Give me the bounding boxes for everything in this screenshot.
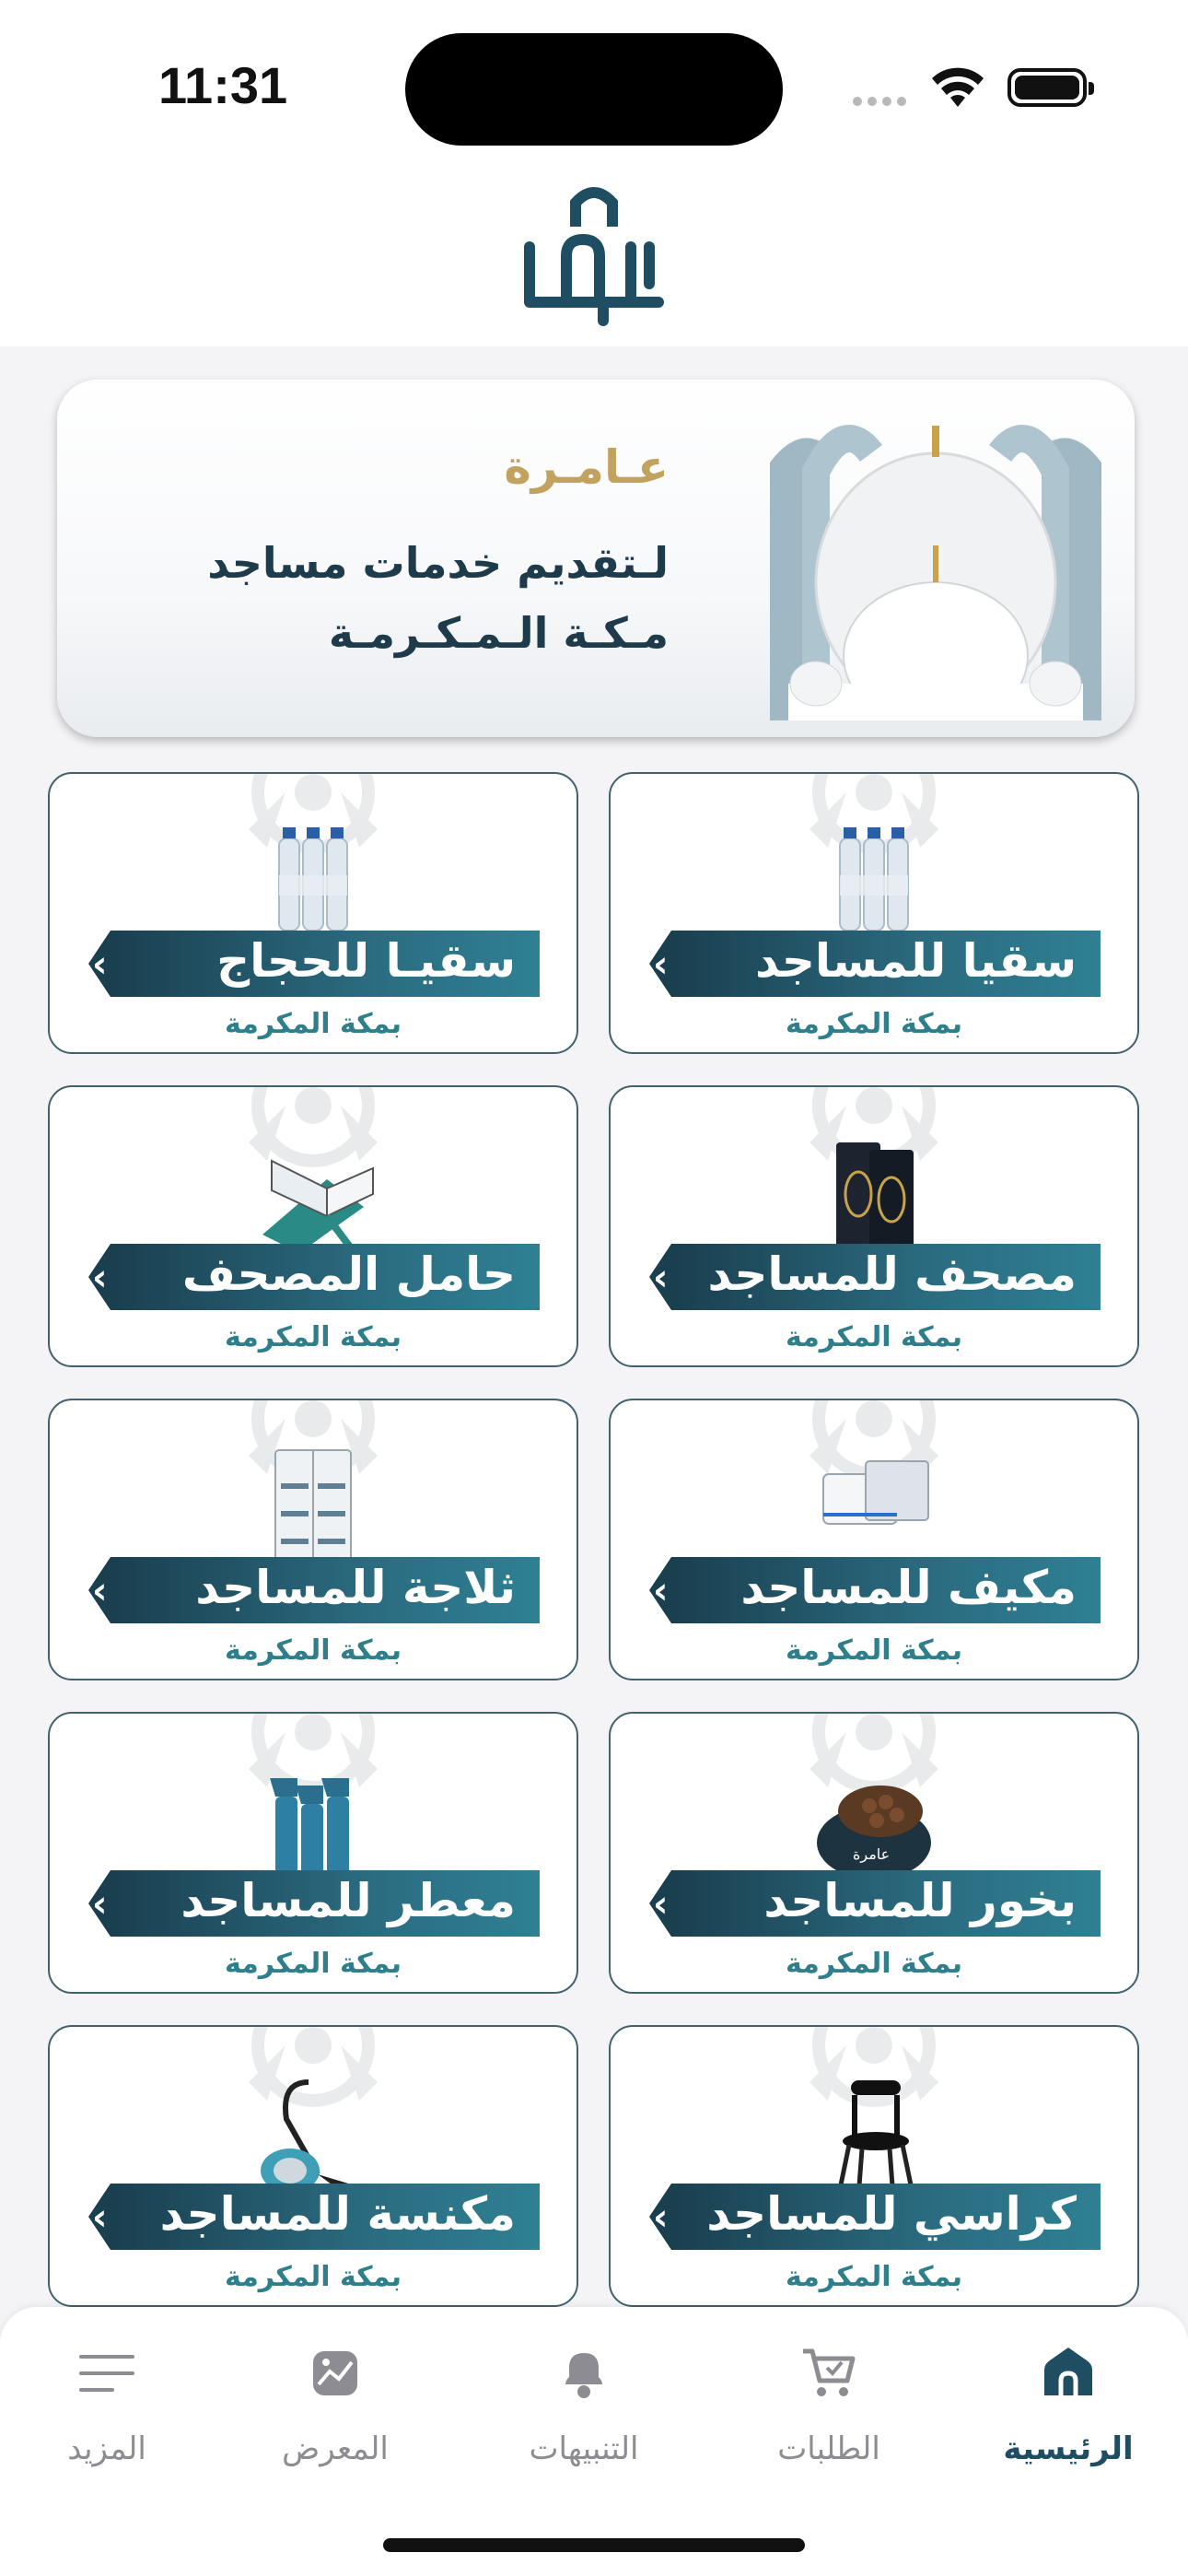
- card-subtitle: بمكة المكرمة: [786, 1634, 962, 1667]
- dynamic-island: [405, 33, 783, 146]
- tab-more[interactable]: [15, 2325, 199, 2491]
- menu-icon: [77, 2344, 136, 2403]
- chevron-left-icon: ‹: [92, 2196, 108, 2239]
- banner-tagline-1: لـتقديم خدمات مساجد: [207, 538, 669, 588]
- card-subtitle: بمكة المكرمة: [225, 1948, 402, 1980]
- chevron-left-icon: ‹: [653, 1257, 669, 1299]
- home-icon: [1039, 2344, 1098, 2403]
- chevron-left-icon: ‹: [92, 1257, 108, 1299]
- service-card[interactable]: [48, 1085, 578, 1367]
- banner-tagline-2: مـكـة الـمـكـرمـة: [328, 608, 669, 658]
- wifi-icon: [930, 66, 985, 111]
- card-subtitle: بمكة المكرمة: [225, 1008, 402, 1040]
- chevron-left-icon: ‹: [92, 943, 108, 986]
- water-bottles-icon: [244, 811, 382, 949]
- cart-icon: [799, 2344, 858, 2403]
- cellular-signal-icon: [853, 92, 912, 103]
- gallery-icon: [306, 2344, 365, 2403]
- tab-home[interactable]: [976, 2325, 1160, 2491]
- mosque-dome-image: [770, 407, 1101, 720]
- chevron-left-icon: ‹: [653, 2196, 669, 2239]
- bell-icon: [554, 2344, 613, 2403]
- chair-icon: [805, 2064, 943, 2202]
- card-title: سقيا للمساجد: [754, 934, 1077, 988]
- tab-orders-label: الطلبات: [777, 2430, 880, 2467]
- battery-icon: [1007, 68, 1087, 107]
- service-card[interactable]: [609, 1399, 1139, 1680]
- quran-books-icon: [805, 1124, 943, 1262]
- service-card[interactable]: [609, 772, 1139, 1054]
- spray-bottles-icon: [244, 1751, 382, 1889]
- home-indicator: [383, 2538, 805, 2552]
- chevron-left-icon: ‹: [92, 1570, 108, 1612]
- card-title: معطر للمساجد: [181, 1874, 516, 1927]
- service-card[interactable]: [609, 1712, 1139, 1994]
- service-card[interactable]: [48, 1712, 578, 1994]
- tab-gallery[interactable]: [243, 2325, 427, 2491]
- chevron-left-icon: ‹: [92, 1883, 108, 1926]
- air-conditioner-icon: [805, 1437, 943, 1575]
- service-card[interactable]: [48, 772, 578, 1054]
- tab-notifications[interactable]: [492, 2325, 676, 2491]
- service-card[interactable]: [609, 1085, 1139, 1367]
- card-subtitle: بمكة المكرمة: [786, 1321, 962, 1353]
- card-title: كراسي للمساجد: [706, 2187, 1077, 2241]
- card-title: حامل المصحف: [181, 1247, 516, 1301]
- chevron-left-icon: ‹: [653, 943, 669, 986]
- promo-banner[interactable]: [57, 380, 1135, 737]
- tab-notifications-label: التنبيهات: [529, 2430, 639, 2467]
- svg-text:عامرة: عامرة: [853, 1845, 891, 1863]
- card-title: بخور للمساجد: [763, 1874, 1077, 1927]
- card-subtitle: بمكة المكرمة: [786, 2261, 962, 2293]
- tab-more-label: المزيد: [67, 2430, 146, 2467]
- card-subtitle: بمكة المكرمة: [786, 1948, 962, 1980]
- card-subtitle: بمكة المكرمة: [225, 1321, 402, 1353]
- tab-orders[interactable]: [737, 2325, 921, 2491]
- service-card[interactable]: [48, 1399, 578, 1680]
- quran-stand-icon: [244, 1124, 382, 1262]
- service-card[interactable]: [48, 2025, 578, 2307]
- app-header: [0, 175, 1188, 346]
- status-time: 11:31: [158, 56, 288, 114]
- water-bottles-icon: [805, 811, 943, 949]
- tab-gallery-label: المعرض: [282, 2430, 389, 2467]
- card-title: مكيف للمساجد: [740, 1561, 1077, 1614]
- card-title: ثلاجة للمساجد: [195, 1561, 516, 1614]
- card-subtitle: بمكة المكرمة: [225, 1634, 402, 1667]
- status-bar: [0, 0, 1188, 175]
- chevron-left-icon: ‹: [653, 1883, 669, 1926]
- card-subtitle: بمكة المكرمة: [225, 2261, 402, 2293]
- amera-logo: [511, 182, 677, 330]
- chevron-left-icon: ‹: [653, 1570, 669, 1612]
- incense-box-icon: [805, 1751, 943, 1889]
- fridge-icon: [244, 1437, 382, 1575]
- card-subtitle: بمكة المكرمة: [786, 1008, 962, 1040]
- card-title: مصحف للمساجد: [707, 1247, 1077, 1301]
- tab-home-label: الرئيسية: [1003, 2430, 1134, 2467]
- banner-brand: عـامـرة: [504, 440, 669, 494]
- vacuum-cleaner-icon: [244, 2064, 382, 2202]
- card-title: سقيـا للحجاج: [216, 934, 516, 988]
- bottom-tab-bar: [0, 2307, 1188, 2576]
- card-title: مكنسة للمساجد: [159, 2187, 516, 2241]
- service-card[interactable]: [609, 2025, 1139, 2307]
